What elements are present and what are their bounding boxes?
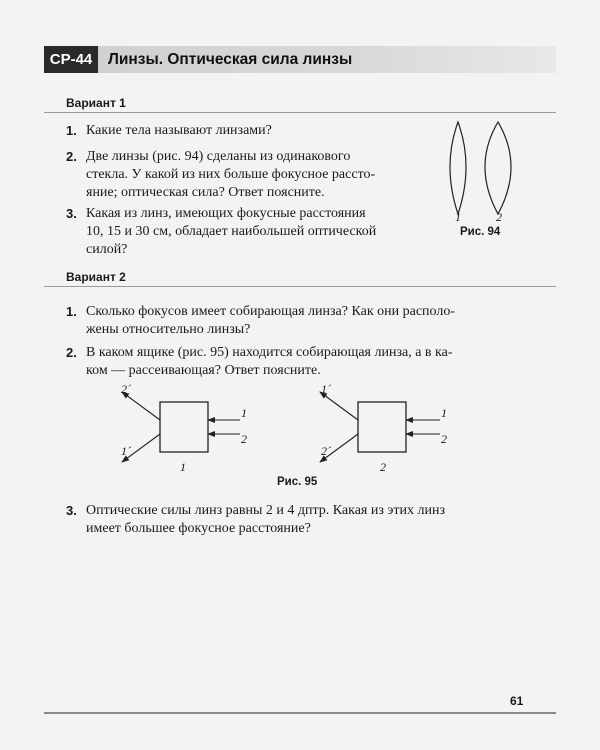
question-text-line: жены относительно линзы? (86, 322, 251, 337)
ray-label: 1´ (121, 444, 131, 458)
page-title: Линзы. Оптическая сила линзы (108, 50, 353, 68)
variant-1-heading: Вариант 1 (66, 96, 126, 110)
question-text-line: Какая из линз, имеющих фокусные расстояния (86, 206, 366, 221)
box-label: 1 (180, 460, 186, 474)
question-number: 3. (66, 206, 77, 221)
footer-rule (44, 712, 556, 714)
question-number: 3. (66, 503, 77, 518)
figure-94-lenses (440, 118, 520, 228)
question-text-line: 10, 15 и 30 см, обладает наибольшей оптической (86, 224, 377, 239)
question-number: 2. (66, 345, 77, 360)
question-number: 2. (66, 149, 77, 164)
ray-label: 1´ (321, 382, 331, 396)
question-number: 1. (66, 123, 77, 138)
lens-2 (485, 122, 511, 214)
question-text-line: силой? (86, 242, 128, 257)
ray-label: 2´ (121, 382, 131, 396)
question-text-line: ком — рассеивающая? Ответ поясните. (86, 363, 321, 378)
section-code: СР-44 (44, 46, 98, 73)
ray-label: 1 (241, 406, 247, 420)
lens-label: 1 (455, 210, 461, 224)
question-text-line: Сколько фокусов имеет собирающая линза? Как они располо- (86, 304, 456, 319)
question-text-line: Две линзы (рис. 94) сделаны из одинакового (86, 149, 351, 164)
box-1 (160, 402, 208, 452)
question-text-line: Какие тела называют линзами? (86, 123, 272, 138)
figure-caption: Рис. 95 (277, 476, 318, 488)
ray-label: 2 (441, 432, 447, 446)
question-text-line: Оптические силы линз равны 2 и 4 дптр. Какая из этих линз (86, 503, 446, 518)
divider (44, 112, 556, 113)
ray-label: 2 (241, 432, 247, 446)
ray-label: 1 (441, 406, 447, 420)
question-number: 1. (66, 304, 77, 319)
page-number: 61 (510, 694, 524, 708)
lens-1 (450, 122, 466, 214)
question-text-line: В каком ящике (рис. 95) находится собирающая линза, а в ка- (86, 345, 453, 360)
box-2 (358, 402, 406, 452)
divider (44, 286, 556, 287)
variant-2-heading: Вариант 2 (66, 270, 126, 284)
box-label: 2 (380, 460, 386, 474)
question-text-line: яние; оптическая сила? Ответ поясните. (86, 185, 325, 200)
ray-label: 2´ (321, 444, 331, 458)
question-text-line: стекла. У какой из них больше фокусное рассто- (86, 167, 376, 182)
figure-caption: Рис. 94 (460, 226, 501, 238)
question-text-line: имеет большее фокусное расстояние? (86, 521, 311, 536)
lens-label: 2 (496, 210, 502, 224)
